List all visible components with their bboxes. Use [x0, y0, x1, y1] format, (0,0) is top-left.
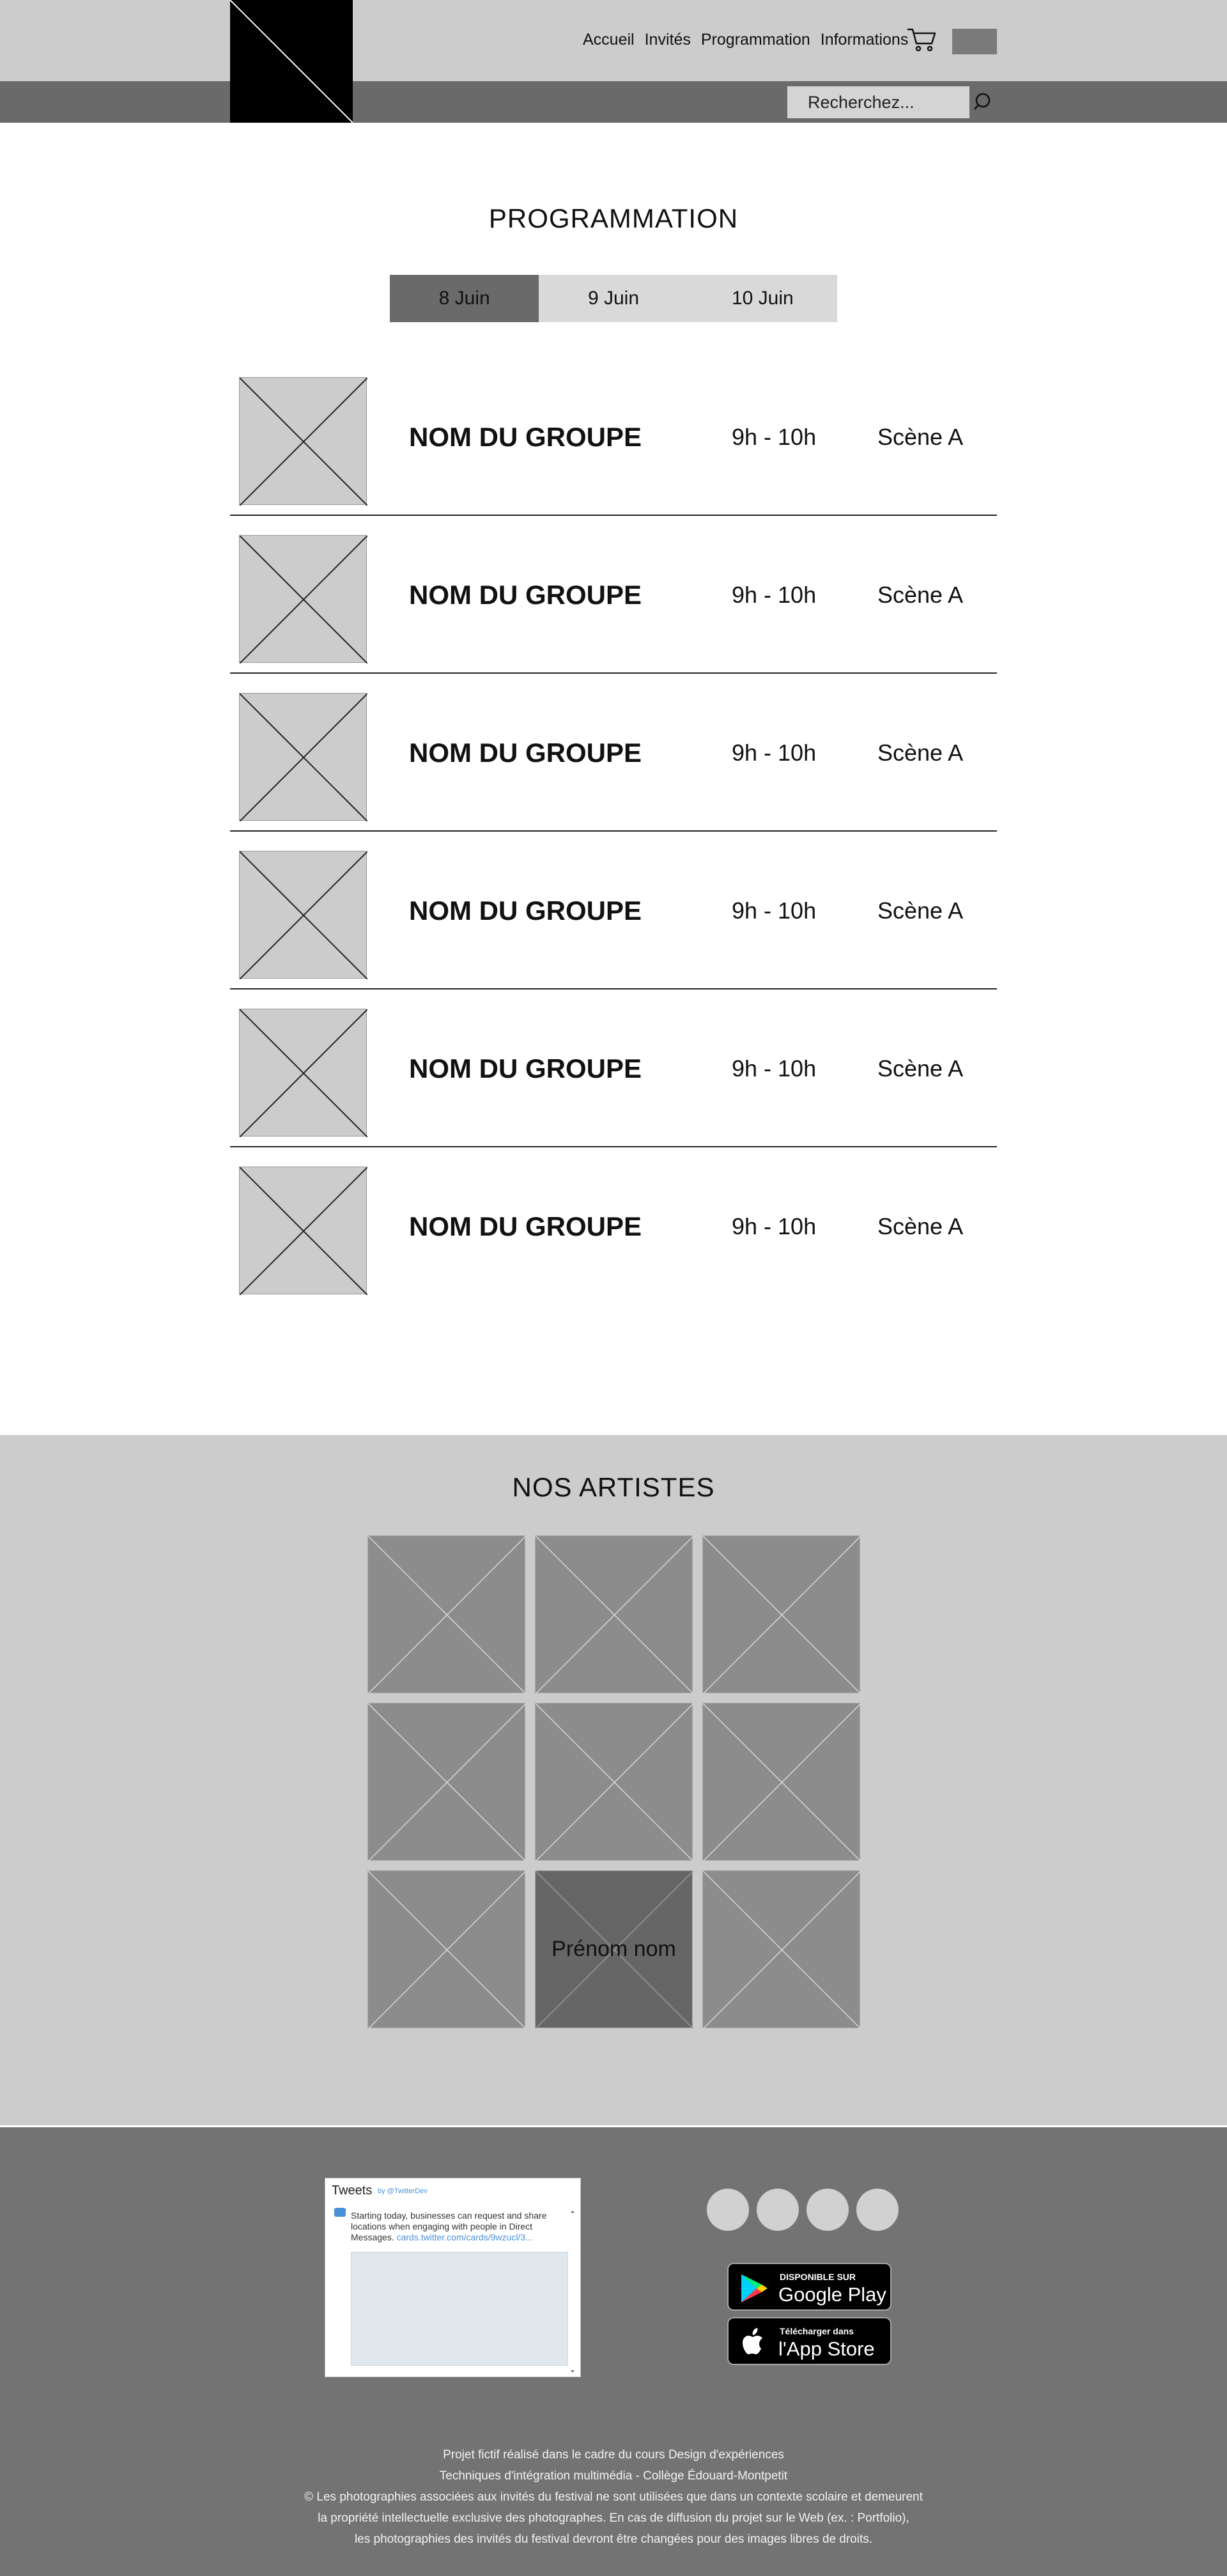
- social-icon-1[interactable]: [707, 2189, 749, 2231]
- artist-card-hover[interactable]: [535, 1870, 693, 2028]
- schedule-row[interactable]: [230, 1147, 997, 1305]
- group-stage: Scène A: [877, 1055, 964, 1082]
- schedule-row[interactable]: [230, 358, 997, 516]
- social-icon-4[interactable]: [856, 2189, 899, 2231]
- nav-link-invites[interactable]: Invités: [644, 31, 691, 49]
- group-stage: Scène A: [877, 740, 964, 766]
- artist-card[interactable]: [367, 1535, 525, 1693]
- google-play-badge[interactable]: [727, 2263, 891, 2311]
- schedule-row[interactable]: [230, 989, 997, 1147]
- group-stage: Scène A: [877, 582, 964, 608]
- tab-10-juin[interactable]: 10 Juin: [731, 288, 794, 309]
- programmation-title: PROGRAMMATION: [488, 203, 739, 233]
- search-icon[interactable]: [973, 91, 994, 113]
- search-input[interactable]: [787, 86, 969, 118]
- cart-icon[interactable]: [906, 27, 937, 52]
- artist-card[interactable]: [702, 1870, 860, 2028]
- twitter-timeline-widget[interactable]: [325, 2178, 581, 2377]
- footer-credits: [0, 2444, 1227, 2550]
- artists-title: NOS ARTISTES: [512, 1472, 715, 1502]
- credits-line: Techniques d'intégration multimédia - Collège Édouard-Montpetit: [439, 2469, 788, 2483]
- nav-link-programmation[interactable]: Programmation: [700, 31, 810, 49]
- group-time: 9h - 10h: [732, 897, 817, 924]
- group-image-placeholder: [239, 693, 367, 821]
- app-store-big-text: l'App Store: [778, 2338, 875, 2360]
- google-play-icon: [737, 2272, 771, 2305]
- group-time: 9h - 10h: [732, 424, 817, 450]
- account-button[interactable]: [952, 29, 997, 54]
- artist-card[interactable]: [367, 1870, 525, 2028]
- tab-9-juin[interactable]: 9 Juin: [587, 288, 640, 309]
- group-name: NOM DU GROUPE: [409, 896, 642, 926]
- group-time: 9h - 10h: [732, 1055, 817, 1082]
- group-image-placeholder: [239, 377, 367, 505]
- group-name: NOM DU GROUPE: [409, 738, 642, 768]
- schedule-row[interactable]: [230, 674, 997, 832]
- social-links: [707, 2189, 899, 2231]
- group-name: NOM DU GROUPE: [409, 1053, 642, 1083]
- google-play-big-text: Google Play: [778, 2283, 886, 2306]
- social-icon-2[interactable]: [757, 2189, 799, 2231]
- schedule-row[interactable]: [230, 516, 997, 674]
- tweet-link[interactable]: cards.twitter.com/cards/9wzucl/3...: [396, 2232, 533, 2242]
- social-icon-3[interactable]: [806, 2189, 849, 2231]
- schedule-list: [230, 358, 997, 1305]
- app-store-small-text: Télécharger dans: [780, 2326, 854, 2336]
- tweets-handle[interactable]: by @TwitterDev: [378, 2187, 428, 2195]
- group-name: NOM DU GROUPE: [409, 422, 642, 452]
- group-name: NOM DU GROUPE: [409, 1211, 642, 1241]
- group-name: NOM DU GROUPE: [409, 580, 642, 610]
- group-image-placeholder: [239, 1009, 367, 1137]
- search-bar: [0, 81, 1227, 123]
- credits-line: Projet fictif réalisé dans le cadre du cours Design d'expériences: [443, 2448, 784, 2462]
- group-stage: Scène A: [877, 1213, 964, 1239]
- apple-icon: [737, 2326, 768, 2359]
- artist-card[interactable]: [702, 1535, 860, 1693]
- group-stage: Scène A: [877, 897, 964, 924]
- group-image-placeholder: [239, 1167, 367, 1294]
- group-time: 9h - 10h: [732, 740, 817, 766]
- main-nav: [583, 31, 908, 49]
- group-time: 9h - 10h: [732, 1213, 817, 1239]
- app-store-badge[interactable]: [727, 2317, 891, 2365]
- nav-link-accueil[interactable]: Accueil: [583, 31, 635, 49]
- tweet-body: Starting today, businesses can request and share locations when engaging with people in Direct Messages.: [351, 2210, 547, 2242]
- logo[interactable]: [230, 0, 353, 123]
- tweets-title: Tweets: [332, 2184, 373, 2198]
- credits-line: © Les photographies associées aux invités du festival ne sont utilisées que dans un contexte scolaire et demeurent: [304, 2490, 923, 2504]
- artist-card[interactable]: [702, 1703, 860, 1861]
- credits-line: la propriété intellectuelle exclusive des photographes. En cas de diffusion du projet sur le Web (ex. : Portfolio),: [318, 2511, 909, 2525]
- date-tabs: [390, 275, 837, 322]
- artist-card[interactable]: [367, 1703, 525, 1861]
- schedule-row[interactable]: [230, 832, 997, 989]
- twitter-card-icon: [334, 2208, 346, 2217]
- artist-card[interactable]: [535, 1535, 693, 1693]
- tab-8-juin[interactable]: 8 Juin: [390, 275, 539, 322]
- artist-name-caption: Prénom nom: [552, 1937, 676, 1961]
- group-image-placeholder: [239, 851, 367, 979]
- tweets-scrollbar[interactable]: [569, 2209, 576, 2374]
- tweet-text: [351, 2210, 555, 2243]
- nav-link-informations[interactable]: Informations: [820, 31, 909, 49]
- artist-card[interactable]: [535, 1703, 693, 1861]
- group-time: 9h - 10h: [732, 582, 817, 608]
- artists-grid: [367, 1535, 860, 2028]
- credits-line: les photographies des invités du festival devront être changées pour des images libres de droits.: [354, 2533, 873, 2546]
- google-play-small-text: DISPONIBLE SUR: [780, 2272, 856, 2282]
- tweet-media[interactable]: [351, 2252, 568, 2366]
- group-image-placeholder: [239, 535, 367, 663]
- group-stage: Scène A: [877, 424, 964, 450]
